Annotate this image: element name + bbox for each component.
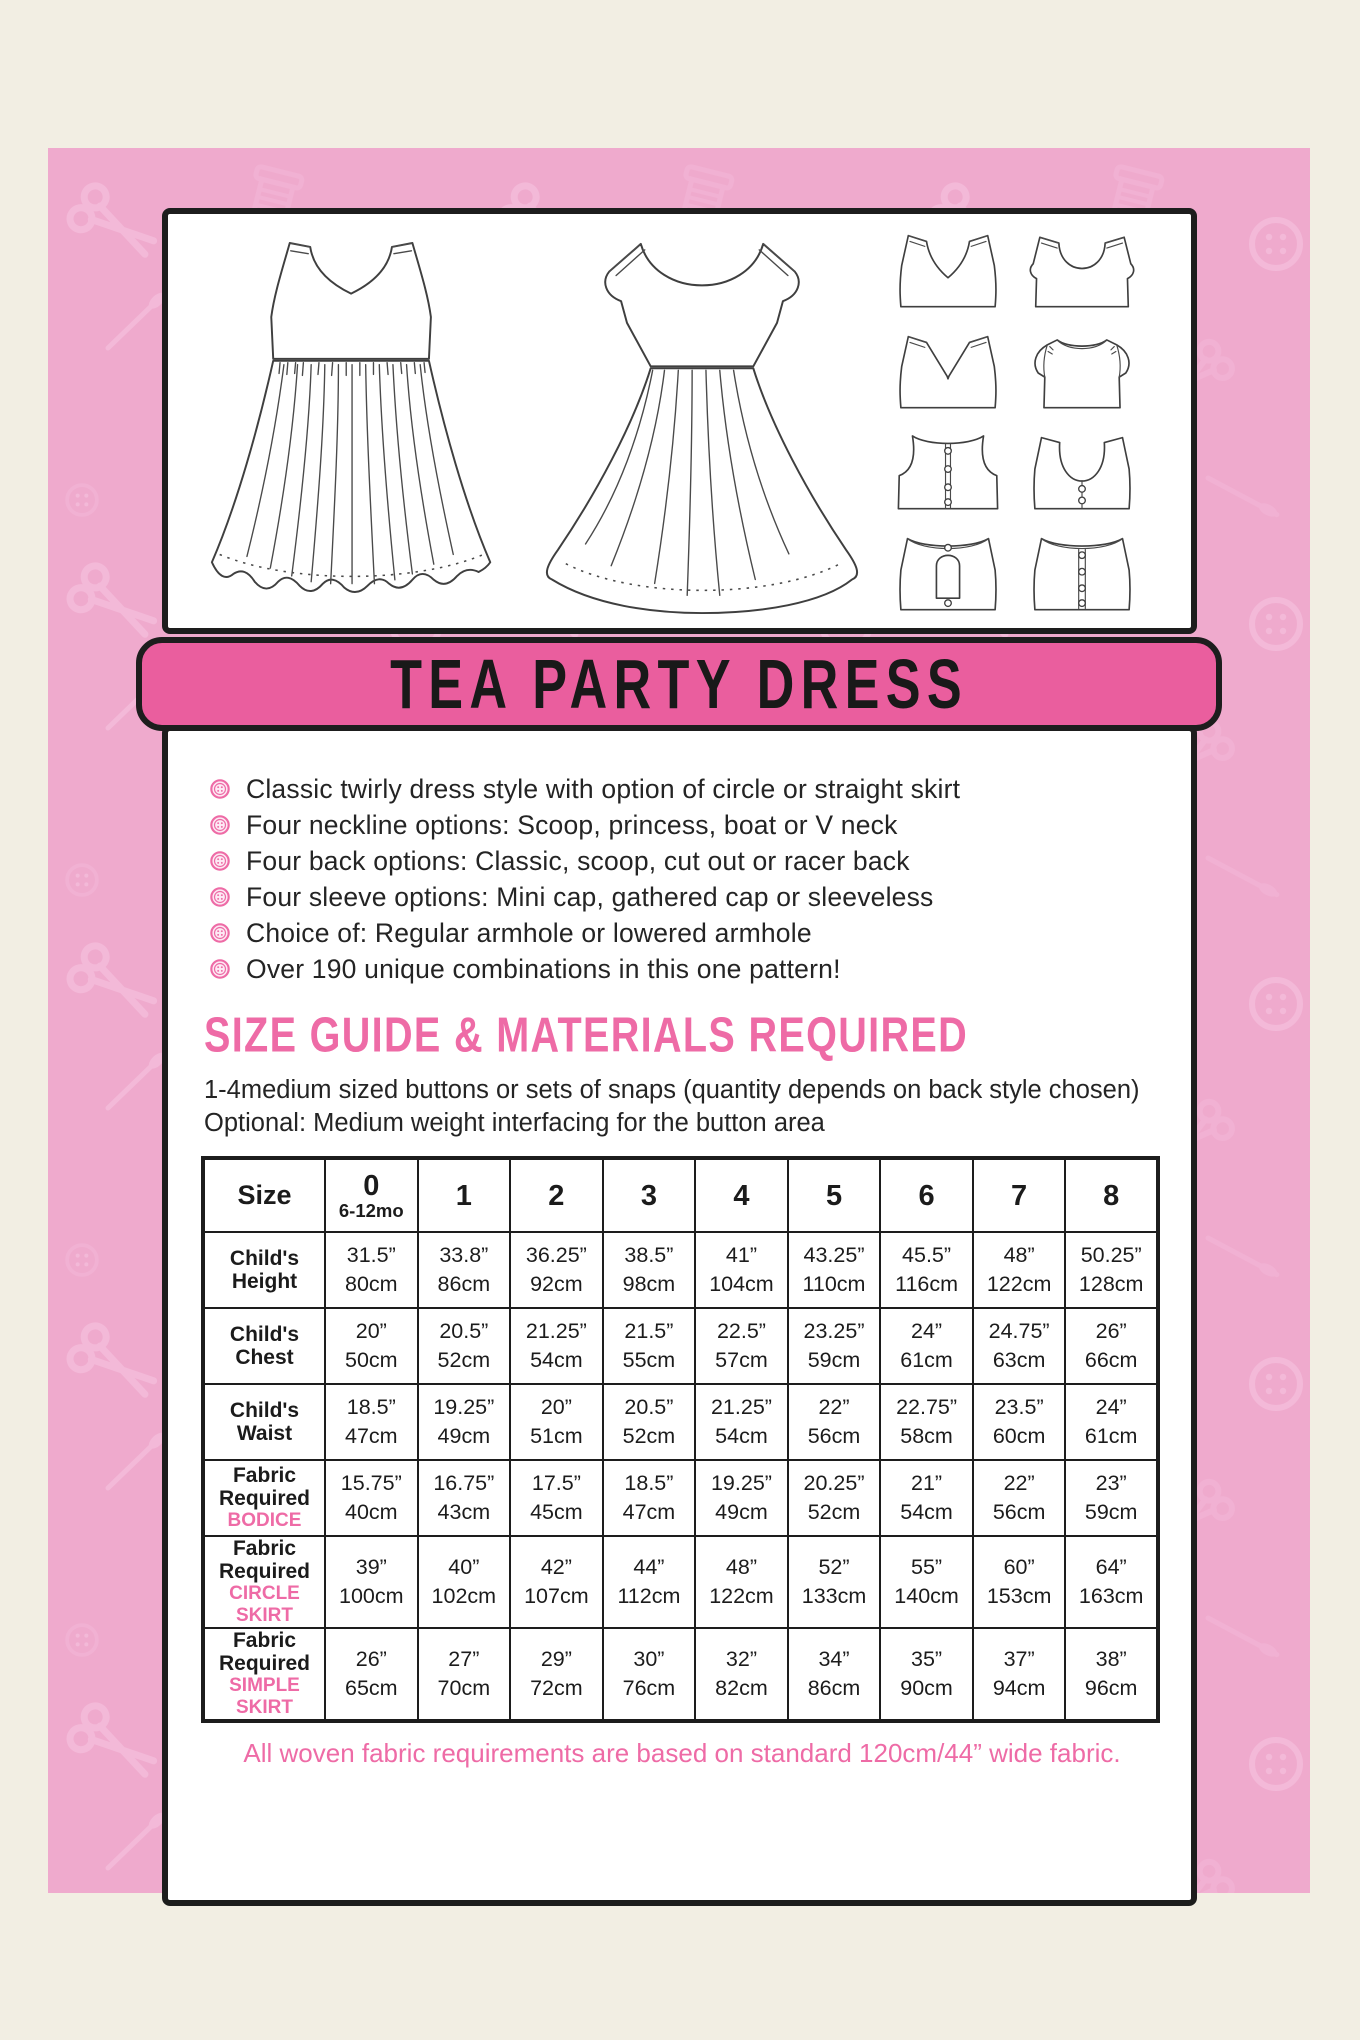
size-column-header: 4 [695,1158,788,1232]
table-row [203,1384,1158,1460]
measurement-cell: 24” 61cm [880,1308,973,1384]
measurement-cell: 20” 51cm [510,1384,603,1460]
measurement-cell: 26” 66cm [1065,1308,1158,1384]
measurement-cell: 39” 100cm [325,1536,418,1628]
measurement-cell: 16.75” 43cm [418,1460,511,1536]
measurement-cell: 19.25” 49cm [695,1460,788,1536]
size-column-header: 3 [603,1158,696,1232]
button-bullet-icon [210,887,230,907]
measurement-cell: 20.5” 52cm [603,1384,696,1460]
measurement-cell: 60” 153cm [973,1536,1066,1628]
bodice-sweetheart-front [886,225,1010,319]
dress-circle-skirt-illustration [534,238,870,618]
materials-line: Optional: Medium weight interfacing for the button area [204,1109,825,1137]
table-row [203,1536,1158,1628]
bodice-capsleeve-front [1020,326,1144,420]
measurement-cell: 23” 59cm [1065,1460,1158,1536]
row-label: Child's Height [203,1232,325,1308]
feature-text: Choice of: Regular armhole or lowered armhole [246,917,812,948]
button-bullet-icon [210,959,230,979]
measurement-cell: 38” 96cm [1065,1628,1158,1721]
size-column-header: 2 [510,1158,603,1232]
measurement-cell: 38.5” 98cm [603,1232,696,1308]
size-column-header: 8 [1065,1158,1158,1232]
measurement-cell: 21.5” 55cm [603,1308,696,1384]
bodice-scoop-back [1020,427,1144,521]
title-banner [136,637,1222,731]
feature-text: Four neckline options: Scoop, princess, boat or V neck [246,809,898,840]
measurement-cell: 19.25” 49cm [418,1384,511,1460]
table-row [203,1628,1158,1721]
feature-text: Over 190 unique combinations in this one pattern! [246,953,841,984]
table-row [203,1460,1158,1536]
measurement-cell: 41” 104cm [695,1232,788,1308]
pattern-title: TEA PARTY DRESS [390,645,968,723]
measurement-cell: 36.25” 92cm [510,1232,603,1308]
button-bullet-icon [210,815,230,835]
bodice-scoop-front [1020,225,1144,319]
measurement-cell: 24.75” 63cm [973,1308,1066,1384]
measurement-cell: 21.25” 54cm [695,1384,788,1460]
table-row [203,1232,1158,1308]
bodice-keyhole-back [886,528,1010,622]
feature-text: Four back options: Classic, scoop, cut out or racer back [246,845,910,876]
size-column-header: 0 6-12mo [325,1158,418,1232]
feature-text: Four sleeve options: Mini cap, gathered cap or sleeveless [246,881,934,912]
measurement-cell: 43.25” 110cm [788,1232,881,1308]
illustration-card [162,208,1197,634]
materials-text [204,1074,1155,1140]
measurement-cell: 26” 65cm [325,1628,418,1721]
row-label: Fabric Required BODICE [203,1460,325,1536]
content-card [162,725,1197,1906]
table-row [203,1308,1158,1384]
pink-board [48,148,1310,1893]
button-bullet-icon [210,923,230,943]
measurement-cell: 23.25” 59cm [788,1308,881,1384]
dress-gathered-skirt-illustration [208,240,500,612]
feature-item [210,879,1155,915]
row-label: Fabric Required SIMPLE SKIRT [203,1628,325,1721]
bodice-racer-back [886,427,1010,521]
measurement-cell: 48” 122cm [973,1232,1066,1308]
materials-line: 1-4medium sized buttons or sets of snaps (quantity depends on back style chosen) [204,1076,1140,1104]
table-header-row [203,1158,1158,1232]
measurement-cell: 22” 56cm [973,1460,1066,1536]
measurement-cell: 15.75” 40cm [325,1460,418,1536]
measurement-cell: 17.5” 45cm [510,1460,603,1536]
row-label: Child's Waist [203,1384,325,1460]
measurement-cell: 55” 140cm [880,1536,973,1628]
measurement-cell: 37” 94cm [973,1628,1066,1721]
measurement-cell: 23.5” 60cm [973,1384,1066,1460]
bodice-vneck-front [886,326,1010,420]
measurement-cell: 48” 122cm [695,1536,788,1628]
measurement-cell: 27” 70cm [418,1628,511,1721]
measurement-cell: 18.5” 47cm [603,1460,696,1536]
measurement-cell: 44” 112cm [603,1536,696,1628]
measurement-cell: 21.25” 54cm [510,1308,603,1384]
measurement-cell: 32” 82cm [695,1628,788,1721]
button-bullet-icon [210,779,230,799]
table-corner-header: Size [203,1158,325,1232]
size-column-header: 7 [973,1158,1066,1232]
measurement-cell: 31.5” 80cm [325,1232,418,1308]
measurement-cell: 40” 102cm [418,1536,511,1628]
feature-item [210,951,1155,987]
size-column-header: 5 [788,1158,881,1232]
measurement-cell: 24” 61cm [1065,1384,1158,1460]
size-column-header: 1 [418,1158,511,1232]
measurement-cell: 20.25” 52cm [788,1460,881,1536]
measurement-cell: 35” 90cm [880,1628,973,1721]
measurement-cell: 21” 54cm [880,1460,973,1536]
measurement-cell: 29” 72cm [510,1628,603,1721]
size-guide-heading: SIZE GUIDE & MATERIALS REQUIRED [204,1006,969,1063]
button-bullet-icon [210,851,230,871]
feature-item [210,843,1155,879]
measurement-cell: 34” 86cm [788,1628,881,1721]
measurement-cell: 22” 56cm [788,1384,881,1460]
feature-text: Classic twirly dress style with option of circle or straight skirt [246,773,961,804]
row-label: Child's Chest [203,1308,325,1384]
row-label: Fabric Required CIRCLE SKIRT [203,1536,325,1628]
measurement-cell: 50.25” 128cm [1065,1232,1158,1308]
fabric-width-note: All woven fabric requirements are based on standard 120cm/44” wide fabric. [243,1738,1121,1768]
feature-item [210,771,1155,807]
measurement-cell: 22.75” 58cm [880,1384,973,1460]
measurement-cell: 45.5” 116cm [880,1232,973,1308]
bodice-options-grid [886,225,1146,622]
feature-item [210,807,1155,843]
size-column-header: 6 [880,1158,973,1232]
measurement-cell: 20.5” 52cm [418,1308,511,1384]
measurement-cell: 42” 107cm [510,1536,603,1628]
measurement-cell: 18.5” 47cm [325,1384,418,1460]
measurement-cell: 52” 133cm [788,1536,881,1628]
feature-list [210,771,1155,987]
bodice-classic-back [1020,528,1144,622]
feature-item [210,915,1155,951]
size-table [201,1156,1160,1723]
measurement-cell: 22.5” 57cm [695,1308,788,1384]
measurement-cell: 64” 163cm [1065,1536,1158,1628]
measurement-cell: 20” 50cm [325,1308,418,1384]
measurement-cell: 33.8” 86cm [418,1232,511,1308]
measurement-cell: 30” 76cm [603,1628,696,1721]
